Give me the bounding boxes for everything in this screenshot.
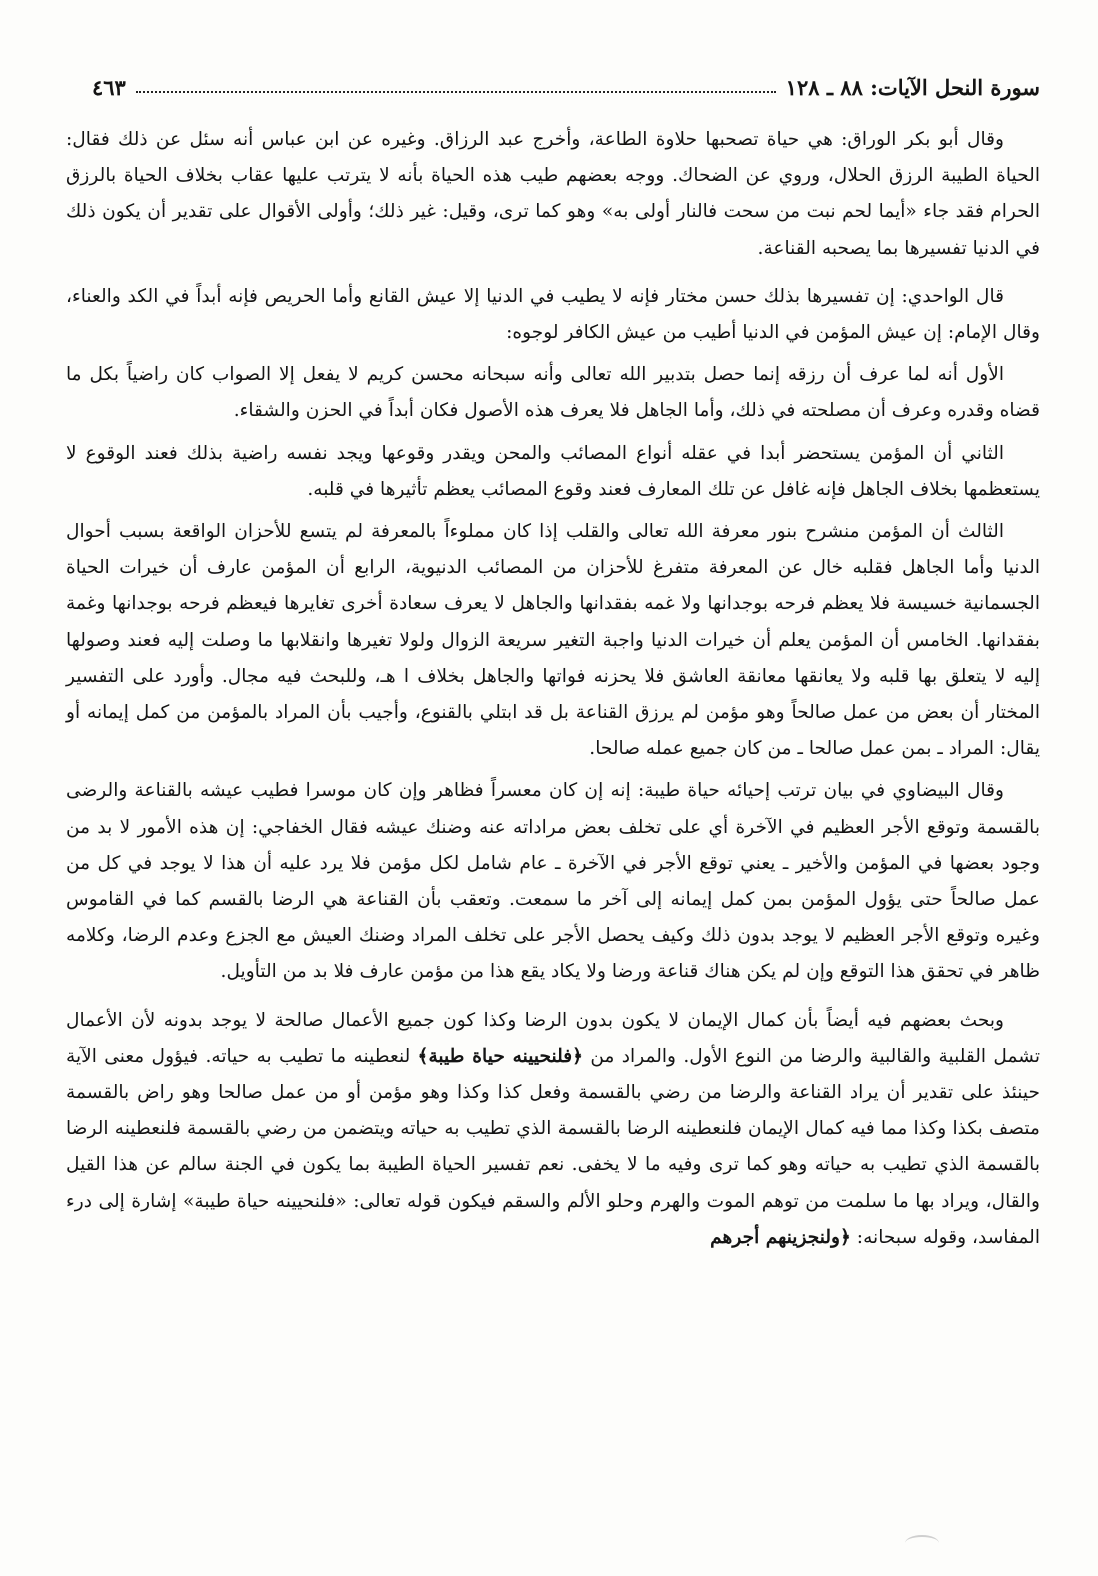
paragraph: وقال أبو بكر الوراق: هي حياة تصحبها حلاوة الطاعة، وأخرج عبد الرزاق. وغيره عن ابن عباس أنه سئل عن ذلك فقال: الحياة الطيبة الرزق الحلال، وروي عن الضحاك. ووجه بعضهم طيب هذه الحياة بأنه لا يترتب عليها عقاب بخلاف الحياة بالرزق الحرام فقد جاء «أيما لحم نبت من سحت فالنار أولى به» وهو كما ترى، وقيل: غير ذلك؛ وأولى الأقوال على تقدير أن يكون ذلك في الدنيا تفسيرها بما يصحبه القناعة.	[66, 129, 1040, 259]
paragraph-text: وبحث بعضهم فيه أيضاً بأن كمال الإيمان لا يكون بدون الرضا وكذا كون جميع الأعمال صالحة لا يوجد بدونه لأن الأعمال تشمل القلبية والقالبية والرضا من النوع الأول. والمراد من	[66, 1009, 1040, 1067]
paragraph-with-quran-quotes	[66, 1003, 1040, 1256]
quran-quote: ﴿فلنحيينه حياة طيبة﴾	[417, 1045, 584, 1067]
header-leader-dots	[136, 90, 776, 93]
paragraph: الثاني أن المؤمن يستحضر أبدا في عقله أنواع المصائب والمحن ويقدر وقوعها ويجد نفسه راضية بذلك فعند الوقوع لا يستعظمها بخلاف الجاهل فإنه غافل عن تلك المعارف فعند وقوع المصائب يعظم تأثيرها في قلبه.	[66, 442, 1040, 500]
running-header	[92, 58, 1040, 98]
scan-artifact	[905, 1535, 939, 1551]
chapter-title: سورة النحل الآيات: ٨٨ ـ ١٢٨	[785, 75, 1040, 100]
page-body	[66, 122, 1040, 1268]
page-number: ٤٦٣	[92, 75, 126, 100]
paragraph-text: لنعطينه ما تطيب به حياته. فيؤول معنى الآية حينئذ على تقدير أن يراد القناعة والرضا من رضي بالقسمة وفعل كذا وكذا وهو مؤمن أو من عمل صالحا وهو راض بالقسمة متصف بكذا وكذا مما فيه كمال الإيمان فلنعطينه الرضا بالقسمة الذي تطيب به حياته ويتضمن من رضي بالقسمة فلنعطينه الرضا بالقسمة الذي تطيب به حياته وهو كما ترى وفيه ما لا يخفى. نعم تفسير الحياة الطيبة بما يكون في الجنة سالم عن هذا القيل والقال، ويراد بها ما سلمت من توهم الموت والهرم وحلو الألم والسقم فيكون قوله تعالى: «فلنحيينه حياة طيبة» إشارة إلى درء المفاسد، وقوله سبحانه:	[66, 1045, 1041, 1248]
paragraph: وقال البيضاوي في بيان ترتب إحيائه حياة طيبة: إنه إن كان معسراً فظاهر وإن كان موسرا فطيب عيشه بالقناعة والرضى بالقسمة وتوقع الأجر العظيم في الآخرة أي على تخلف بعض مراداته عنه وضنك عيشه فقال الخفاجي: إن هذه الأمور لا بد من وجود بعضها في المؤمن والأخير ـ يعني توقع الأجر في الآخرة ـ عام شامل لكل مؤمن فلا يرد عليه أن هذا لا يوجد في كل من عمل صالحاً حتى يؤول المؤمن بمن كمل إيمانه إلى آخر ما سمعت. وتعقب بأن القناعة هي الرضا بالقسم كما في القاموس وغيره وتوقع الأجر العظيم لا يوجد بدون ذلك وكيف يحصل الأجر على تخلف المراد وضنك العيش مع الجزع وعدم الرضا، وكلامه ظاهر في تحقق هذا التوقع وإن لم يكن هناك قناعة ورضا ولا يكاد يقع هذا من مؤمن عارف فلا بد من التأويل.	[66, 780, 1040, 983]
paragraph: الأول أنه لما عرف أن رزقه إنما حصل بتدبير الله تعالى وأنه سبحانه محسن كريم لا يفعل إلا الصواب كان راضياً بكل ما قضاه وقدره وعرف أن مصلحته في ذلك، وأما الجاهل فلا يعرف هذه الأصول فكان أبداً في الحزن والشقاء.	[66, 364, 1040, 422]
paragraph: الثالث أن المؤمن منشرح بنور معرفة الله تعالى والقلب إذا كان مملوءاً بالمعرفة لم يتسع للأحزان الواقعة بسبب أحوال الدنيا وأما الجاهل فقلبه خال عن المعرفة متفرغ للأحزان من المصائب الدنيوية، الرابع أن المؤمن عارف أن خيرات الحياة الجسمانية خسيسة فلا يعظم فرحه بوجدانها ولا غمه بفقدانها والجاهل لا يعرف سعادة أخرى تغايرها فيعظم فرحه بوجدانها وغمة بفقدانها. الخامس أن المؤمن يعلم أن خيرات الدنيا واجبة التغير سريعة الزوال ولولا تغيرها وانقلابها ما وصلت إليه فعند وصولها إليه لا يتعلق بها قلبه ولا يعانقها معانقة العاشق فلا يحزنه فواتها والجاهل بخلاف ا هـ، وللبحث فيه مجال. وأورد على التفسير المختار أن بعض من عمل صالحاً وهو مؤمن لم يرزق القناعة بل قد ابتلي بالقنوع، وأجيب بأن المراد بالمؤمن من كمل إيمانه أو يقال: المراد ـ بمن عمل صالحا ـ من كان جميع عمله صالحا.	[66, 521, 1040, 760]
quran-quote: ﴿ولنجزينهم أجرهم	[710, 1226, 851, 1248]
paragraph: قال الواحدي: إن تفسيرها بذلك حسن مختار فإنه لا يطيب في الدنيا إلا عيش القانع وأما الحريص فإنه أبداً في الكد والعناء، وقال الإمام: إن عيش المؤمن في الدنيا أطيب من عيش الكافر لوجوه:	[66, 285, 1040, 344]
